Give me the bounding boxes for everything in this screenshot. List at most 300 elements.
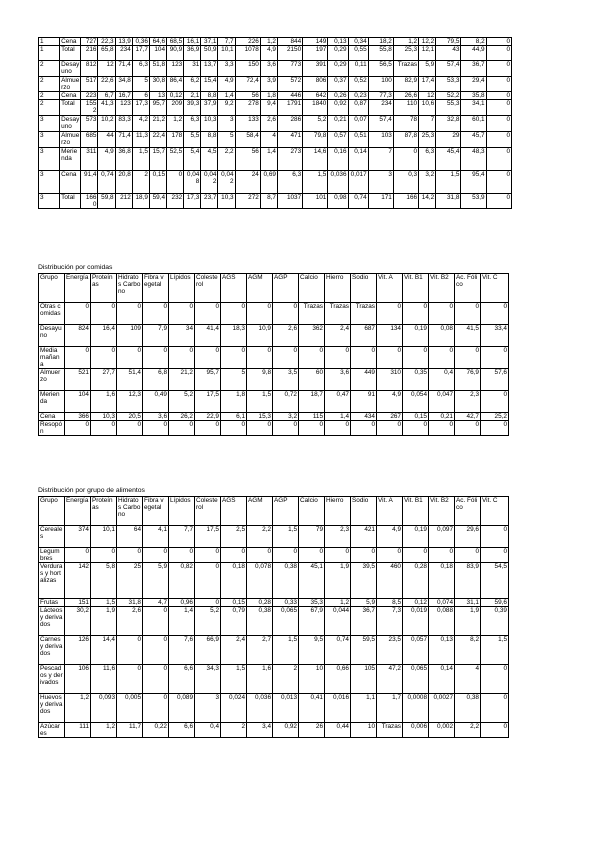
table-cell: 0,47 [325, 391, 351, 413]
column-header: Vit. A [377, 497, 403, 526]
table-cell: 0,74 [325, 636, 351, 665]
table-row [39, 599, 509, 607]
table-cell: 1,2 [65, 694, 91, 723]
table-row [39, 548, 509, 563]
table-cell: 2,3 [455, 391, 481, 413]
table-cell: 4,5 [201, 148, 218, 171]
table-cell: 806 [303, 77, 328, 92]
table-cell: 0,21 [429, 413, 455, 421]
column-header: Hidratos Carbono [117, 274, 143, 303]
table-cell: 41,5 [455, 325, 481, 347]
table-cell: 27,7 [91, 369, 117, 391]
table-cell: 79,5 [436, 38, 461, 46]
table-cell: 3,2 [419, 171, 436, 194]
table-cell: 23,5 [377, 636, 403, 665]
column-header: Vit. B1 [403, 497, 429, 526]
table-cell: 0,57 [328, 132, 348, 148]
table-cell: 18,7 [299, 391, 325, 413]
table-cell: 0 [143, 548, 169, 563]
row-label-cell: Lácteos y derivados [39, 607, 65, 636]
table-cell: Trazas [325, 303, 351, 325]
table-cell: 67,9 [299, 607, 325, 636]
table-cell: 10,2 [98, 116, 115, 132]
table-cell: 391 [303, 61, 328, 77]
table-cell: 1,7 [377, 694, 403, 723]
table-cell: 0 [273, 347, 299, 369]
table-cell: 0 [486, 92, 511, 100]
table-cell: 0 [403, 303, 429, 325]
table-cell: 39,5 [351, 563, 377, 599]
table-cell: 100 [368, 77, 393, 92]
table-cell: 1,5 [132, 148, 149, 171]
table-cell: 1,5 [247, 391, 273, 413]
table-cell: 1660 [81, 194, 98, 209]
table-cell: 60 [299, 369, 325, 391]
table-cell: 7,6 [169, 636, 195, 665]
table-cell: 6,3 [277, 171, 302, 194]
table-cell: 0 [481, 665, 509, 694]
table-cell: 1,5 [273, 526, 299, 548]
table-cell: 374 [65, 526, 91, 548]
table-cell: 95,7 [149, 100, 166, 116]
table-cell: 0,74 [348, 194, 368, 209]
row-label-cell: Cena [39, 413, 65, 421]
table-cell: 6,6 [169, 723, 195, 738]
row-label-cell: 3 [39, 148, 60, 171]
table-cell: 0 [377, 421, 403, 436]
table-cell: 0,26 [328, 92, 348, 100]
table-cell: 79 [299, 526, 325, 548]
table-cell: 45,4 [436, 148, 461, 171]
table-cell: 0 [65, 303, 91, 325]
table-cell: 0,078 [247, 563, 273, 599]
table-cell: 34,1 [461, 100, 486, 116]
table-cell: 0,14 [348, 148, 368, 171]
table-cell: 87,8 [393, 132, 418, 148]
table-cell: 11,3 [132, 132, 149, 148]
table-row [39, 369, 509, 391]
table-cell: 0,08 [429, 325, 455, 347]
table-cell: 0,024 [221, 694, 247, 723]
table-cell: 0,042 [218, 171, 235, 194]
table-row [39, 38, 512, 46]
table-cell: 21,2 [149, 116, 166, 132]
table-cell: 0 [91, 421, 117, 436]
table-cell: 25,3 [393, 46, 418, 61]
column-header: Energía [65, 274, 91, 303]
table-cell: 0 [65, 421, 91, 436]
table-cell: Desayuno [61, 61, 80, 75]
table-cell: 0 [143, 607, 169, 636]
table-cell: 1,2 [167, 116, 184, 132]
table-cell: 0,18 [429, 563, 455, 599]
table-cell: 197 [303, 46, 328, 61]
table-cell: 3 [195, 694, 221, 723]
table-cell: 22,9 [195, 413, 221, 421]
table-cell: 1,4 [260, 148, 277, 171]
table-row [39, 171, 512, 194]
table-cell: 0 [195, 599, 221, 607]
table-cell: 0 [325, 548, 351, 563]
table-cell: 0 [169, 421, 195, 436]
table-row [39, 413, 509, 421]
table-cell: 1,2 [91, 723, 117, 738]
column-header: Vit. B2 [429, 497, 455, 526]
table-cell: 0,52 [348, 77, 368, 92]
table-cell: 0,74 [98, 171, 115, 194]
table-cell: 286 [277, 116, 302, 132]
column-header: Colesterol [195, 274, 221, 303]
table-cell: 278 [235, 100, 260, 116]
row-label-cell: Frutas [39, 599, 65, 607]
column-header: Colesterol [195, 497, 221, 526]
table-cell: 1,5 [303, 171, 328, 194]
table-cell: 6,3 [184, 116, 201, 132]
table-cell: 22,3 [98, 38, 115, 46]
table-cell: 30,8 [149, 77, 166, 92]
table-cell: Total [60, 100, 81, 116]
table-cell: 362 [299, 325, 325, 347]
table-cell: 72,4 [235, 77, 260, 92]
table-cell: 0,019 [403, 607, 429, 636]
table-cell: 2 [132, 171, 149, 194]
column-header: Ac. Fólico [455, 497, 481, 526]
table-cell: 44 [98, 132, 115, 148]
table-cell: 0 [247, 303, 273, 325]
table-cell: 0 [221, 347, 247, 369]
table-cell: 0 [169, 303, 195, 325]
table-cell: 57,6 [481, 369, 509, 391]
table-cell: 3,6 [260, 61, 277, 77]
table-cell: 434 [351, 413, 377, 421]
table-cell: 166 [393, 194, 418, 209]
table-cell: 22,6 [98, 77, 115, 92]
table-row [39, 563, 509, 599]
table-cell: 10,6 [419, 100, 436, 116]
table-cell: 0,69 [260, 171, 277, 194]
table-cell: 142 [65, 563, 91, 599]
row-label-cell: Huevos y derivados [39, 694, 65, 723]
table-cell: 4,9 [98, 148, 115, 171]
column-header: Vit. A [377, 274, 403, 303]
table-cell: 844 [277, 38, 302, 46]
table-cell: 2,6 [117, 607, 143, 636]
row-label-cell: Legumbres [39, 548, 65, 563]
table-cell: 1078 [235, 46, 260, 61]
table-cell: 10,9 [247, 325, 273, 347]
table-cell: 12,1 [419, 46, 436, 61]
table-cell: 14,6 [303, 148, 328, 171]
table-cell: 2,2 [247, 526, 273, 548]
table-cell: 0 [143, 694, 169, 723]
table-cell: 0 [481, 391, 509, 413]
table-cell: 449 [351, 369, 377, 391]
table-cell: 1552 [81, 100, 98, 116]
table-cell: 0 [393, 148, 418, 171]
table-cell: 109 [117, 325, 143, 347]
table-cell: 64 [117, 526, 143, 548]
table-cell: 8,5 [377, 599, 403, 607]
table-cell: 33,4 [481, 325, 509, 347]
table-cell: 0 [486, 77, 511, 92]
table-cell: 311 [81, 148, 98, 171]
table-cell: 7,9 [143, 325, 169, 347]
column-header: Proteínas [91, 497, 117, 526]
table-cell: 0 [299, 421, 325, 436]
table-cell: 8,8 [201, 92, 218, 100]
table-cell: 10,3 [91, 413, 117, 421]
table-cell: 41,3 [98, 100, 115, 116]
table-cell: 16,7 [115, 92, 132, 100]
table-cell: 2,2 [218, 148, 235, 171]
table-cell: 0,097 [429, 526, 455, 548]
row-label-cell: 2 [39, 92, 60, 100]
table-cell: 6,8 [143, 369, 169, 391]
table-cell: 8,8 [201, 132, 218, 148]
table-cell: 1840 [303, 100, 328, 116]
table-cell: 44,9 [461, 46, 486, 61]
table-cell: 0 [429, 421, 455, 436]
meals-section-title: Distribución por comidas [38, 264, 113, 271]
table-cell: 2,4 [325, 325, 351, 347]
table-cell: 105 [351, 665, 377, 694]
table-row [39, 526, 509, 548]
table-cell: 0 [195, 303, 221, 325]
table-cell: 366 [65, 413, 91, 421]
table-cell: 52,2 [436, 92, 461, 100]
table-cell: 0,16 [328, 148, 348, 171]
table-cell: 115 [299, 413, 325, 421]
table-cell: 77,3 [368, 92, 393, 100]
table-cell: 0,38 [247, 607, 273, 636]
table-cell: 2150 [277, 46, 302, 61]
table-row [39, 194, 512, 209]
table-cell: 5,2 [169, 391, 195, 413]
table-cell: 36,9 [184, 46, 201, 61]
table-cell: 15,7 [149, 148, 166, 171]
table-cell: 0,047 [429, 391, 455, 413]
table-cell: 11,6 [91, 665, 117, 694]
table-cell: 5,9 [351, 599, 377, 607]
table-row [39, 92, 512, 100]
table-cell: 0,044 [325, 607, 351, 636]
table-cell: 0,23 [348, 92, 368, 100]
row-label-cell: 2 [39, 77, 60, 92]
table-cell: 0 [221, 421, 247, 436]
table-cell: 0,22 [143, 723, 169, 738]
table-cell: 0 [486, 100, 511, 116]
table-cell: 3,5 [273, 369, 299, 391]
table-cell: 421 [351, 526, 377, 548]
table-cell: 13 [149, 92, 166, 100]
table-cell: 0 [486, 148, 511, 171]
row-label-cell: 3 [39, 132, 60, 148]
table-cell: 0 [429, 548, 455, 563]
table-cell: 5,9 [143, 563, 169, 599]
foodgroups-section-title: Distribución por grupo de alimentos [38, 487, 145, 494]
table-cell: 234 [115, 46, 132, 61]
table-cell: 0,4 [429, 369, 455, 391]
table-cell: 55,3 [436, 100, 461, 116]
table-cell: 14,4 [91, 636, 117, 665]
column-header: Fibra vegetal [143, 497, 169, 526]
table-cell: 7,7 [218, 38, 235, 46]
row-label-cell: Almuerzo [39, 369, 65, 391]
table-cell: 1,9 [455, 607, 481, 636]
row-label-cell: Azúcares [39, 723, 65, 738]
table-cell: 267 [377, 413, 403, 421]
table-cell: 23,7 [201, 194, 218, 209]
table-cell: 18,3 [221, 325, 247, 347]
table-cell: 34 [169, 325, 195, 347]
row-label-cell: Cereales [39, 526, 65, 548]
table-cell: 6,7 [98, 92, 115, 100]
table-cell: 0 [481, 548, 509, 563]
table-cell: 8,2 [461, 38, 486, 46]
row-label-cell: Merienda [39, 391, 65, 413]
table-cell: 0,074 [429, 599, 455, 607]
table-cell: 34,3 [195, 665, 221, 694]
column-header: AGM [247, 497, 273, 526]
column-header: Sodio [351, 497, 377, 526]
table-cell: 0 [143, 303, 169, 325]
row-label-cell: 2 [39, 61, 60, 77]
table-cell: 1,4 [218, 92, 235, 100]
table-cell: 12 [419, 92, 436, 100]
table-cell: 31 [184, 61, 201, 77]
table-row [39, 116, 512, 132]
table-cell: 0 [299, 548, 325, 563]
column-header: Vit. B1 [403, 274, 429, 303]
table-cell: 0,14 [429, 665, 455, 694]
table-row [39, 132, 512, 148]
table-cell: 59,4 [149, 194, 166, 209]
table-cell: 0 [247, 421, 273, 436]
table-cell: 3,3 [218, 61, 235, 77]
table-cell: 4,9 [377, 391, 403, 413]
table-cell: 106 [65, 665, 91, 694]
table-cell: 12,2 [419, 38, 436, 46]
table-cell: 0 [117, 303, 143, 325]
row-label-cell: Pescados y derivados [39, 665, 65, 694]
table-cell: 1,5 [221, 665, 247, 694]
column-header: Vit. C [481, 497, 509, 526]
table-cell: 0 [167, 171, 184, 194]
table-cell: Trazas [299, 303, 325, 325]
table-row [39, 148, 512, 171]
table-cell: 0,38 [455, 694, 481, 723]
table-row [39, 723, 509, 738]
table-cell: 471 [277, 132, 302, 148]
table-cell: 37,1 [201, 38, 218, 46]
table-cell: 1,5 [436, 171, 461, 194]
table-cell: 0,28 [247, 599, 273, 607]
table-cell: 0 [273, 421, 299, 436]
table-cell: 95,7 [195, 369, 221, 391]
table-cell: 0 [65, 548, 91, 563]
table-cell: 0 [273, 548, 299, 563]
table-row [39, 303, 509, 325]
table-cell: 0 [91, 548, 117, 563]
table-cell: 0 [195, 347, 221, 369]
column-header: AGM [247, 274, 273, 303]
table-cell: 51,8 [149, 61, 166, 77]
table-cell: 12 [98, 61, 115, 77]
table-cell: 2,4 [221, 636, 247, 665]
table-cell: 0 [351, 421, 377, 436]
table-cell: 9,8 [247, 369, 273, 391]
table-cell: 13,7 [201, 61, 218, 77]
table-cell: 5,9 [419, 61, 436, 77]
table-cell: 687 [351, 325, 377, 347]
table-cell: 39,3 [184, 100, 201, 116]
table-cell: 234 [368, 100, 393, 116]
table-cell: 17,7 [132, 46, 149, 61]
row-label-cell: Resopón [39, 421, 65, 436]
table-cell: 1,9 [325, 563, 351, 599]
table-cell: 51,4 [117, 369, 143, 391]
table-cell: 29,6 [455, 526, 481, 548]
table-cell: 17,4 [419, 77, 436, 92]
table-cell: 0 [143, 665, 169, 694]
table-row [39, 347, 509, 369]
table-cell: 7 [419, 116, 436, 132]
table-cell: 0,33 [273, 599, 299, 607]
table-cell: 2,3 [325, 526, 351, 548]
table-cell: 82,9 [393, 77, 418, 92]
table-cell: 58,4 [235, 132, 260, 148]
table-cell: 18,2 [368, 38, 393, 46]
table-cell: 4,2 [132, 116, 149, 132]
table-cell: Total [60, 194, 81, 209]
row-label-cell: Desayuno [39, 325, 65, 347]
table-cell: 95,4 [461, 171, 486, 194]
table-cell: 0 [455, 548, 481, 563]
table-cell: 21,2 [169, 369, 195, 391]
column-header: AGP [273, 497, 299, 526]
table-cell: 0,002 [429, 723, 455, 738]
table-cell: 10,3 [201, 116, 218, 132]
table-cell: 212 [115, 194, 132, 209]
table-cell: 1,5 [273, 636, 299, 665]
table-cell: 7 [368, 148, 393, 171]
table-cell: 79,8 [303, 132, 328, 148]
table-cell: 3,2 [273, 413, 299, 421]
table-cell: 17,3 [132, 100, 149, 116]
table-cell: 0,37 [328, 77, 348, 92]
table-cell: 86,4 [167, 77, 184, 92]
table-cell: 0,96 [169, 599, 195, 607]
table-cell: 1,8 [260, 92, 277, 100]
table-cell: 3,6 [143, 413, 169, 421]
table-cell: 0 [91, 303, 117, 325]
table-cell: 59,6 [481, 599, 509, 607]
table-cell: 50,9 [201, 46, 218, 61]
table-cell: 0,15 [149, 171, 166, 194]
table-cell: 6,3 [132, 61, 149, 77]
table-cell: 0 [143, 636, 169, 665]
table-cell: 0,07 [348, 116, 368, 132]
table-cell: 572 [277, 77, 302, 92]
table-cell: 223 [81, 92, 98, 100]
column-header: Calcio [299, 497, 325, 526]
table-cell: 0,13 [328, 38, 348, 46]
table-cell: 1791 [277, 100, 302, 116]
column-header: Energía [65, 497, 91, 526]
table-cell: 0 [455, 421, 481, 436]
table-cell: 26 [299, 723, 325, 738]
table-cell: 178 [167, 132, 184, 148]
